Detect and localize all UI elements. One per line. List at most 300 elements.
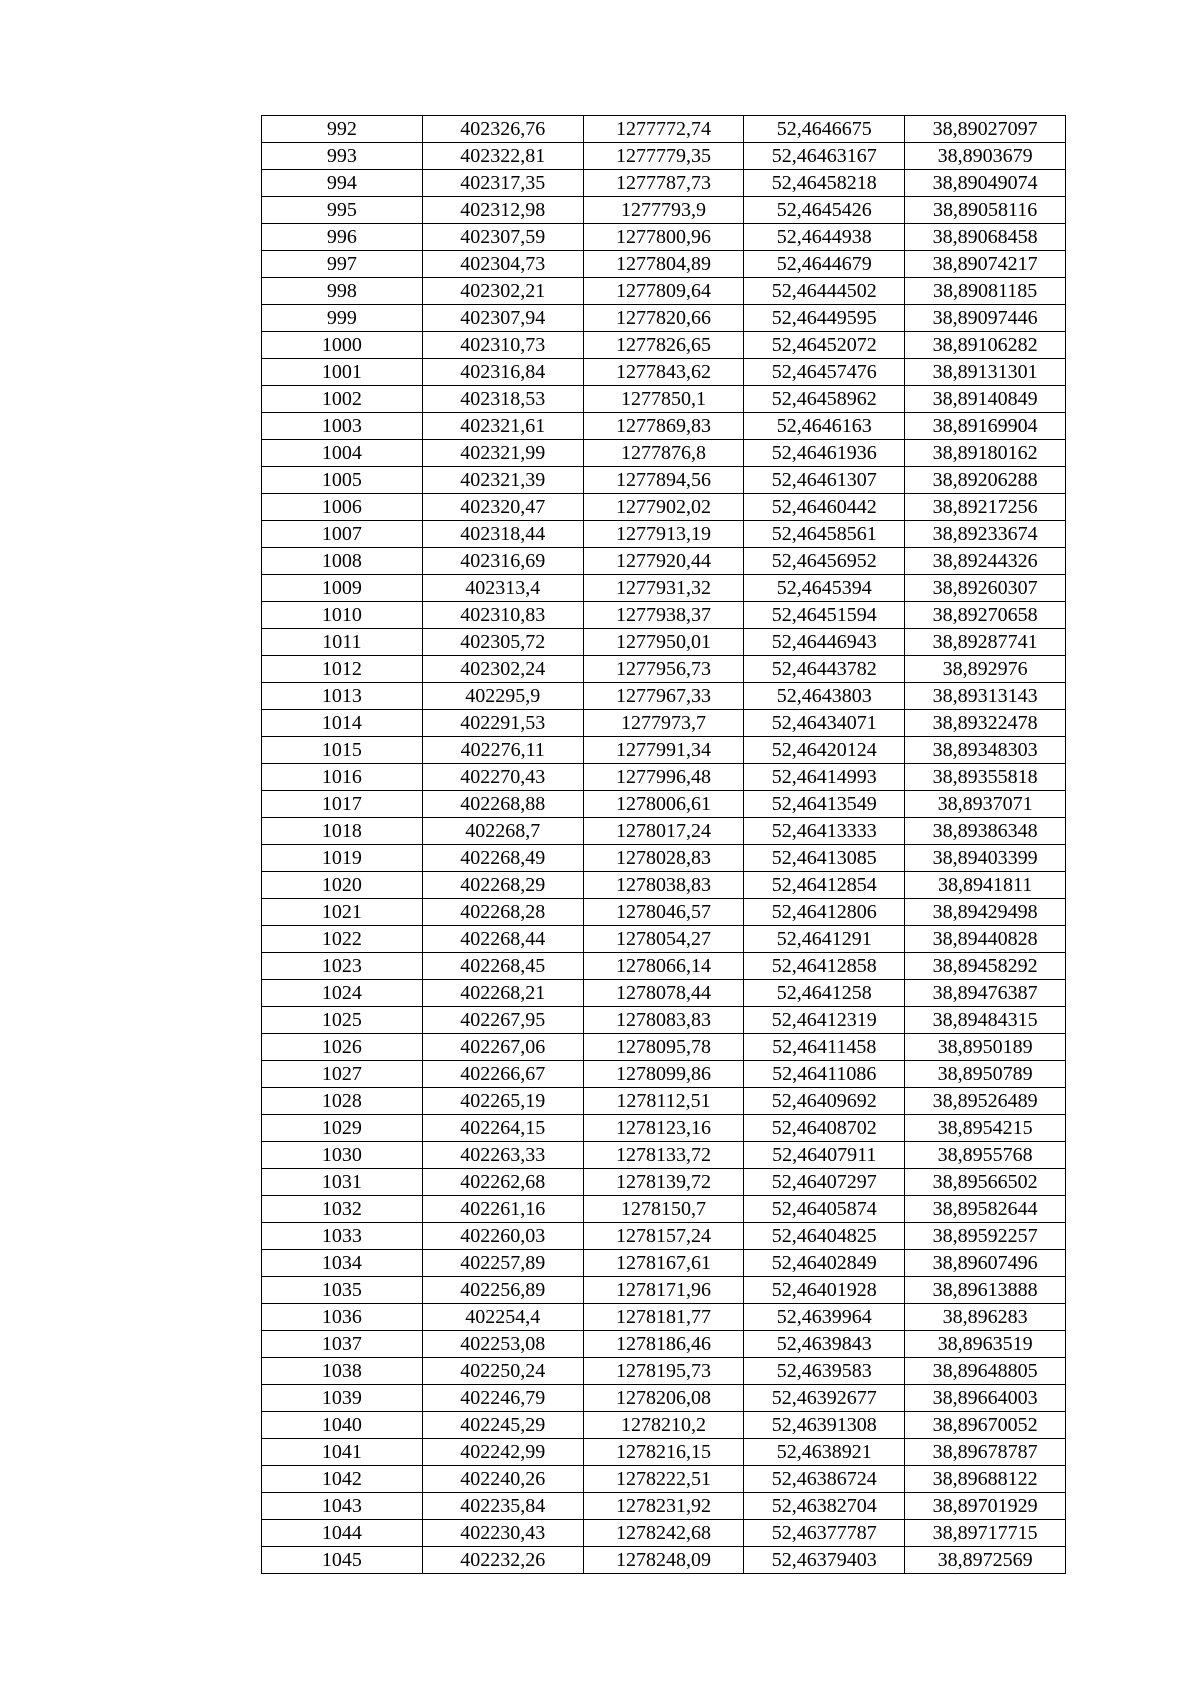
point-number-cell: 997 xyxy=(262,251,423,278)
longitude-cell: 38,89484315 xyxy=(905,1007,1066,1034)
point-number-cell: 1012 xyxy=(262,656,423,683)
table-row xyxy=(262,440,1066,467)
y-coordinate-cell: 1277956,73 xyxy=(583,656,744,683)
point-number-cell: 1036 xyxy=(262,1304,423,1331)
longitude-cell: 38,89058116 xyxy=(905,197,1066,224)
latitude-cell: 52,46408702 xyxy=(744,1115,905,1142)
longitude-cell: 38,89049074 xyxy=(905,170,1066,197)
latitude-cell: 52,46401928 xyxy=(744,1277,905,1304)
latitude-cell: 52,46456952 xyxy=(744,548,905,575)
latitude-cell: 52,46461936 xyxy=(744,440,905,467)
y-coordinate-cell: 1278017,24 xyxy=(583,818,744,845)
longitude-cell: 38,89169904 xyxy=(905,413,1066,440)
table-row xyxy=(262,683,1066,710)
x-coordinate-cell: 402302,21 xyxy=(422,278,583,305)
coordinates-table-body xyxy=(262,116,1066,1574)
longitude-cell: 38,8937071 xyxy=(905,791,1066,818)
table-row xyxy=(262,1169,1066,1196)
latitude-cell: 52,46413333 xyxy=(744,818,905,845)
latitude-cell: 52,46449595 xyxy=(744,305,905,332)
y-coordinate-cell: 1278150,7 xyxy=(583,1196,744,1223)
table-row xyxy=(262,1331,1066,1358)
table-row xyxy=(262,467,1066,494)
table-row xyxy=(262,737,1066,764)
y-coordinate-cell: 1278167,61 xyxy=(583,1250,744,1277)
latitude-cell: 52,4645394 xyxy=(744,575,905,602)
latitude-cell: 52,46407297 xyxy=(744,1169,905,1196)
point-number-cell: 1038 xyxy=(262,1358,423,1385)
longitude-cell: 38,89592257 xyxy=(905,1223,1066,1250)
point-number-cell: 993 xyxy=(262,143,423,170)
point-number-cell: 992 xyxy=(262,116,423,143)
x-coordinate-cell: 402322,81 xyxy=(422,143,583,170)
longitude-cell: 38,89613888 xyxy=(905,1277,1066,1304)
longitude-cell: 38,8963519 xyxy=(905,1331,1066,1358)
point-number-cell: 1030 xyxy=(262,1142,423,1169)
point-number-cell: 1035 xyxy=(262,1277,423,1304)
point-number-cell: 1011 xyxy=(262,629,423,656)
x-coordinate-cell: 402262,68 xyxy=(422,1169,583,1196)
latitude-cell: 52,46413085 xyxy=(744,845,905,872)
x-coordinate-cell: 402268,49 xyxy=(422,845,583,872)
y-coordinate-cell: 1277894,56 xyxy=(583,467,744,494)
latitude-cell: 52,46413549 xyxy=(744,791,905,818)
longitude-cell: 38,89260307 xyxy=(905,575,1066,602)
table-row xyxy=(262,629,1066,656)
table-row xyxy=(262,1115,1066,1142)
x-coordinate-cell: 402263,33 xyxy=(422,1142,583,1169)
y-coordinate-cell: 1277973,7 xyxy=(583,710,744,737)
longitude-cell: 38,89458292 xyxy=(905,953,1066,980)
table-row xyxy=(262,1142,1066,1169)
x-coordinate-cell: 402268,44 xyxy=(422,926,583,953)
y-coordinate-cell: 1278133,72 xyxy=(583,1142,744,1169)
x-coordinate-cell: 402318,44 xyxy=(422,521,583,548)
table-row xyxy=(262,1196,1066,1223)
table-row xyxy=(262,548,1066,575)
latitude-cell: 52,46458218 xyxy=(744,170,905,197)
latitude-cell: 52,46379403 xyxy=(744,1547,905,1574)
x-coordinate-cell: 402321,99 xyxy=(422,440,583,467)
longitude-cell: 38,89688122 xyxy=(905,1466,1066,1493)
latitude-cell: 52,46412854 xyxy=(744,872,905,899)
latitude-cell: 52,46407911 xyxy=(744,1142,905,1169)
latitude-cell: 52,46386724 xyxy=(744,1466,905,1493)
x-coordinate-cell: 402242,99 xyxy=(422,1439,583,1466)
y-coordinate-cell: 1277967,33 xyxy=(583,683,744,710)
point-number-cell: 1002 xyxy=(262,386,423,413)
x-coordinate-cell: 402265,19 xyxy=(422,1088,583,1115)
longitude-cell: 38,896283 xyxy=(905,1304,1066,1331)
point-number-cell: 1010 xyxy=(262,602,423,629)
table-row xyxy=(262,224,1066,251)
longitude-cell: 38,89386348 xyxy=(905,818,1066,845)
latitude-cell: 52,46434071 xyxy=(744,710,905,737)
longitude-cell: 38,89074217 xyxy=(905,251,1066,278)
x-coordinate-cell: 402318,53 xyxy=(422,386,583,413)
table-row xyxy=(262,1223,1066,1250)
x-coordinate-cell: 402230,43 xyxy=(422,1520,583,1547)
point-number-cell: 1007 xyxy=(262,521,423,548)
point-number-cell: 1004 xyxy=(262,440,423,467)
table-row xyxy=(262,116,1066,143)
x-coordinate-cell: 402317,35 xyxy=(422,170,583,197)
x-coordinate-cell: 402295,9 xyxy=(422,683,583,710)
latitude-cell: 52,46420124 xyxy=(744,737,905,764)
y-coordinate-cell: 1277931,32 xyxy=(583,575,744,602)
table-row xyxy=(262,1547,1066,1574)
point-number-cell: 1032 xyxy=(262,1196,423,1223)
table-row xyxy=(262,521,1066,548)
y-coordinate-cell: 1277920,44 xyxy=(583,548,744,575)
x-coordinate-cell: 402321,61 xyxy=(422,413,583,440)
point-number-cell: 1024 xyxy=(262,980,423,1007)
point-number-cell: 1018 xyxy=(262,818,423,845)
y-coordinate-cell: 1278112,51 xyxy=(583,1088,744,1115)
y-coordinate-cell: 1277809,64 xyxy=(583,278,744,305)
point-number-cell: 1037 xyxy=(262,1331,423,1358)
longitude-cell: 38,8903679 xyxy=(905,143,1066,170)
x-coordinate-cell: 402302,24 xyxy=(422,656,583,683)
point-number-cell: 1008 xyxy=(262,548,423,575)
table-row xyxy=(262,143,1066,170)
point-number-cell: 1020 xyxy=(262,872,423,899)
y-coordinate-cell: 1278231,92 xyxy=(583,1493,744,1520)
table-row xyxy=(262,1358,1066,1385)
latitude-cell: 52,46412858 xyxy=(744,953,905,980)
longitude-cell: 38,89348303 xyxy=(905,737,1066,764)
point-number-cell: 1025 xyxy=(262,1007,423,1034)
table-row xyxy=(262,926,1066,953)
y-coordinate-cell: 1277800,96 xyxy=(583,224,744,251)
table-row xyxy=(262,818,1066,845)
point-number-cell: 1033 xyxy=(262,1223,423,1250)
latitude-cell: 52,46402849 xyxy=(744,1250,905,1277)
point-number-cell: 1016 xyxy=(262,764,423,791)
longitude-cell: 38,89097446 xyxy=(905,305,1066,332)
longitude-cell: 38,89217256 xyxy=(905,494,1066,521)
table-row xyxy=(262,791,1066,818)
x-coordinate-cell: 402260,03 xyxy=(422,1223,583,1250)
y-coordinate-cell: 1278206,08 xyxy=(583,1385,744,1412)
x-coordinate-cell: 402307,59 xyxy=(422,224,583,251)
x-coordinate-cell: 402270,43 xyxy=(422,764,583,791)
longitude-cell: 38,89244326 xyxy=(905,548,1066,575)
latitude-cell: 52,46377787 xyxy=(744,1520,905,1547)
x-coordinate-cell: 402232,26 xyxy=(422,1547,583,1574)
table-row xyxy=(262,278,1066,305)
longitude-cell: 38,89106282 xyxy=(905,332,1066,359)
latitude-cell: 52,46461307 xyxy=(744,467,905,494)
table-row xyxy=(262,1493,1066,1520)
longitude-cell: 38,892976 xyxy=(905,656,1066,683)
longitude-cell: 38,89717715 xyxy=(905,1520,1066,1547)
table-row xyxy=(262,305,1066,332)
y-coordinate-cell: 1278054,27 xyxy=(583,926,744,953)
latitude-cell: 52,4639583 xyxy=(744,1358,905,1385)
table-row xyxy=(262,386,1066,413)
y-coordinate-cell: 1277779,35 xyxy=(583,143,744,170)
point-number-cell: 1042 xyxy=(262,1466,423,1493)
y-coordinate-cell: 1277804,89 xyxy=(583,251,744,278)
point-number-cell: 1043 xyxy=(262,1493,423,1520)
point-number-cell: 1000 xyxy=(262,332,423,359)
point-number-cell: 994 xyxy=(262,170,423,197)
x-coordinate-cell: 402257,89 xyxy=(422,1250,583,1277)
y-coordinate-cell: 1277991,34 xyxy=(583,737,744,764)
table-row xyxy=(262,251,1066,278)
y-coordinate-cell: 1277869,83 xyxy=(583,413,744,440)
point-number-cell: 1014 xyxy=(262,710,423,737)
table-row xyxy=(262,1304,1066,1331)
x-coordinate-cell: 402235,84 xyxy=(422,1493,583,1520)
latitude-cell: 52,46392677 xyxy=(744,1385,905,1412)
longitude-cell: 38,89322478 xyxy=(905,710,1066,737)
longitude-cell: 38,89476387 xyxy=(905,980,1066,1007)
y-coordinate-cell: 1277996,48 xyxy=(583,764,744,791)
x-coordinate-cell: 402266,67 xyxy=(422,1061,583,1088)
x-coordinate-cell: 402268,7 xyxy=(422,818,583,845)
y-coordinate-cell: 1278066,14 xyxy=(583,953,744,980)
y-coordinate-cell: 1277950,01 xyxy=(583,629,744,656)
y-coordinate-cell: 1278181,77 xyxy=(583,1304,744,1331)
y-coordinate-cell: 1278210,2 xyxy=(583,1412,744,1439)
latitude-cell: 52,46391308 xyxy=(744,1412,905,1439)
latitude-cell: 52,46382704 xyxy=(744,1493,905,1520)
x-coordinate-cell: 402291,53 xyxy=(422,710,583,737)
y-coordinate-cell: 1277850,1 xyxy=(583,386,744,413)
longitude-cell: 38,89648805 xyxy=(905,1358,1066,1385)
point-number-cell: 1022 xyxy=(262,926,423,953)
latitude-cell: 52,46446943 xyxy=(744,629,905,656)
longitude-cell: 38,89131301 xyxy=(905,359,1066,386)
table-row xyxy=(262,1088,1066,1115)
x-coordinate-cell: 402320,47 xyxy=(422,494,583,521)
longitude-cell: 38,89270658 xyxy=(905,602,1066,629)
table-row xyxy=(262,710,1066,737)
coordinates-table xyxy=(261,115,1066,1574)
x-coordinate-cell: 402261,16 xyxy=(422,1196,583,1223)
longitude-cell: 38,89403399 xyxy=(905,845,1066,872)
point-number-cell: 1015 xyxy=(262,737,423,764)
latitude-cell: 52,46457476 xyxy=(744,359,905,386)
x-coordinate-cell: 402312,98 xyxy=(422,197,583,224)
x-coordinate-cell: 402253,08 xyxy=(422,1331,583,1358)
point-number-cell: 1009 xyxy=(262,575,423,602)
table-row xyxy=(262,413,1066,440)
table-row xyxy=(262,359,1066,386)
point-number-cell: 1017 xyxy=(262,791,423,818)
y-coordinate-cell: 1278139,72 xyxy=(583,1169,744,1196)
latitude-cell: 52,4639843 xyxy=(744,1331,905,1358)
table-row xyxy=(262,1385,1066,1412)
x-coordinate-cell: 402268,88 xyxy=(422,791,583,818)
point-number-cell: 1026 xyxy=(262,1034,423,1061)
x-coordinate-cell: 402250,24 xyxy=(422,1358,583,1385)
y-coordinate-cell: 1277787,73 xyxy=(583,170,744,197)
longitude-cell: 38,8950789 xyxy=(905,1061,1066,1088)
x-coordinate-cell: 402268,21 xyxy=(422,980,583,1007)
x-coordinate-cell: 402264,15 xyxy=(422,1115,583,1142)
latitude-cell: 52,46411458 xyxy=(744,1034,905,1061)
longitude-cell: 38,89566502 xyxy=(905,1169,1066,1196)
table-row xyxy=(262,575,1066,602)
y-coordinate-cell: 1278248,09 xyxy=(583,1547,744,1574)
latitude-cell: 52,46409692 xyxy=(744,1088,905,1115)
longitude-cell: 38,89526489 xyxy=(905,1088,1066,1115)
latitude-cell: 52,46405874 xyxy=(744,1196,905,1223)
table-row xyxy=(262,872,1066,899)
longitude-cell: 38,89027097 xyxy=(905,116,1066,143)
point-number-cell: 1005 xyxy=(262,467,423,494)
point-number-cell: 1028 xyxy=(262,1088,423,1115)
latitude-cell: 52,46444502 xyxy=(744,278,905,305)
point-number-cell: 1040 xyxy=(262,1412,423,1439)
point-number-cell: 995 xyxy=(262,197,423,224)
y-coordinate-cell: 1278222,51 xyxy=(583,1466,744,1493)
longitude-cell: 38,8954215 xyxy=(905,1115,1066,1142)
latitude-cell: 52,4645426 xyxy=(744,197,905,224)
y-coordinate-cell: 1277843,62 xyxy=(583,359,744,386)
longitude-cell: 38,8950189 xyxy=(905,1034,1066,1061)
table-row xyxy=(262,764,1066,791)
table-row xyxy=(262,1277,1066,1304)
x-coordinate-cell: 402316,69 xyxy=(422,548,583,575)
longitude-cell: 38,89670052 xyxy=(905,1412,1066,1439)
longitude-cell: 38,89607496 xyxy=(905,1250,1066,1277)
point-number-cell: 1013 xyxy=(262,683,423,710)
x-coordinate-cell: 402254,4 xyxy=(422,1304,583,1331)
latitude-cell: 52,46458561 xyxy=(744,521,905,548)
x-coordinate-cell: 402304,73 xyxy=(422,251,583,278)
x-coordinate-cell: 402268,28 xyxy=(422,899,583,926)
point-number-cell: 1045 xyxy=(262,1547,423,1574)
point-number-cell: 998 xyxy=(262,278,423,305)
table-row xyxy=(262,1412,1066,1439)
longitude-cell: 38,89287741 xyxy=(905,629,1066,656)
longitude-cell: 38,89664003 xyxy=(905,1385,1066,1412)
longitude-cell: 38,89355818 xyxy=(905,764,1066,791)
y-coordinate-cell: 1278095,78 xyxy=(583,1034,744,1061)
point-number-cell: 1034 xyxy=(262,1250,423,1277)
point-number-cell: 1003 xyxy=(262,413,423,440)
point-number-cell: 999 xyxy=(262,305,423,332)
point-number-cell: 1006 xyxy=(262,494,423,521)
y-coordinate-cell: 1277793,9 xyxy=(583,197,744,224)
longitude-cell: 38,8972569 xyxy=(905,1547,1066,1574)
table-row xyxy=(262,1466,1066,1493)
longitude-cell: 38,8941811 xyxy=(905,872,1066,899)
longitude-cell: 38,89701929 xyxy=(905,1493,1066,1520)
x-coordinate-cell: 402321,39 xyxy=(422,467,583,494)
y-coordinate-cell: 1278078,44 xyxy=(583,980,744,1007)
x-coordinate-cell: 402313,4 xyxy=(422,575,583,602)
latitude-cell: 52,4641291 xyxy=(744,926,905,953)
point-number-cell: 1027 xyxy=(262,1061,423,1088)
table-row xyxy=(262,1034,1066,1061)
table-row xyxy=(262,170,1066,197)
table-row xyxy=(262,602,1066,629)
table-row xyxy=(262,1520,1066,1547)
table-row xyxy=(262,899,1066,926)
latitude-cell: 52,46414993 xyxy=(744,764,905,791)
x-coordinate-cell: 402245,29 xyxy=(422,1412,583,1439)
y-coordinate-cell: 1278171,96 xyxy=(583,1277,744,1304)
table-row xyxy=(262,845,1066,872)
latitude-cell: 52,46463167 xyxy=(744,143,905,170)
latitude-cell: 52,46451594 xyxy=(744,602,905,629)
point-number-cell: 1031 xyxy=(262,1169,423,1196)
latitude-cell: 52,4643803 xyxy=(744,683,905,710)
longitude-cell: 38,89582644 xyxy=(905,1196,1066,1223)
latitude-cell: 52,46412319 xyxy=(744,1007,905,1034)
x-coordinate-cell: 402240,26 xyxy=(422,1466,583,1493)
latitude-cell: 52,46460442 xyxy=(744,494,905,521)
x-coordinate-cell: 402326,76 xyxy=(422,116,583,143)
y-coordinate-cell: 1278046,57 xyxy=(583,899,744,926)
x-coordinate-cell: 402310,83 xyxy=(422,602,583,629)
y-coordinate-cell: 1278006,61 xyxy=(583,791,744,818)
table-row xyxy=(262,1061,1066,1088)
x-coordinate-cell: 402310,73 xyxy=(422,332,583,359)
x-coordinate-cell: 402267,95 xyxy=(422,1007,583,1034)
x-coordinate-cell: 402316,84 xyxy=(422,359,583,386)
longitude-cell: 38,89233674 xyxy=(905,521,1066,548)
point-number-cell: 1039 xyxy=(262,1385,423,1412)
longitude-cell: 38,89206288 xyxy=(905,467,1066,494)
longitude-cell: 38,89081185 xyxy=(905,278,1066,305)
y-coordinate-cell: 1278157,24 xyxy=(583,1223,744,1250)
table-row xyxy=(262,980,1066,1007)
longitude-cell: 38,89313143 xyxy=(905,683,1066,710)
point-number-cell: 1044 xyxy=(262,1520,423,1547)
x-coordinate-cell: 402268,45 xyxy=(422,953,583,980)
latitude-cell: 52,4641258 xyxy=(744,980,905,1007)
table-row xyxy=(262,1439,1066,1466)
y-coordinate-cell: 1277820,66 xyxy=(583,305,744,332)
x-coordinate-cell: 402256,89 xyxy=(422,1277,583,1304)
x-coordinate-cell: 402276,11 xyxy=(422,737,583,764)
point-number-cell: 1019 xyxy=(262,845,423,872)
y-coordinate-cell: 1278099,86 xyxy=(583,1061,744,1088)
latitude-cell: 52,4639964 xyxy=(744,1304,905,1331)
y-coordinate-cell: 1277772,74 xyxy=(583,116,744,143)
longitude-cell: 38,89429498 xyxy=(905,899,1066,926)
y-coordinate-cell: 1277826,65 xyxy=(583,332,744,359)
y-coordinate-cell: 1278242,68 xyxy=(583,1520,744,1547)
x-coordinate-cell: 402268,29 xyxy=(422,872,583,899)
table-row xyxy=(262,494,1066,521)
table-row xyxy=(262,953,1066,980)
latitude-cell: 52,4644938 xyxy=(744,224,905,251)
y-coordinate-cell: 1278195,73 xyxy=(583,1358,744,1385)
y-coordinate-cell: 1277876,8 xyxy=(583,440,744,467)
latitude-cell: 52,46452072 xyxy=(744,332,905,359)
longitude-cell: 38,89440828 xyxy=(905,926,1066,953)
y-coordinate-cell: 1278038,83 xyxy=(583,872,744,899)
x-coordinate-cell: 402267,06 xyxy=(422,1034,583,1061)
point-number-cell: 1001 xyxy=(262,359,423,386)
point-number-cell: 1041 xyxy=(262,1439,423,1466)
y-coordinate-cell: 1278186,46 xyxy=(583,1331,744,1358)
point-number-cell: 996 xyxy=(262,224,423,251)
y-coordinate-cell: 1278123,16 xyxy=(583,1115,744,1142)
y-coordinate-cell: 1278028,83 xyxy=(583,845,744,872)
table-row xyxy=(262,1250,1066,1277)
y-coordinate-cell: 1277938,37 xyxy=(583,602,744,629)
y-coordinate-cell: 1278083,83 xyxy=(583,1007,744,1034)
table-row xyxy=(262,197,1066,224)
